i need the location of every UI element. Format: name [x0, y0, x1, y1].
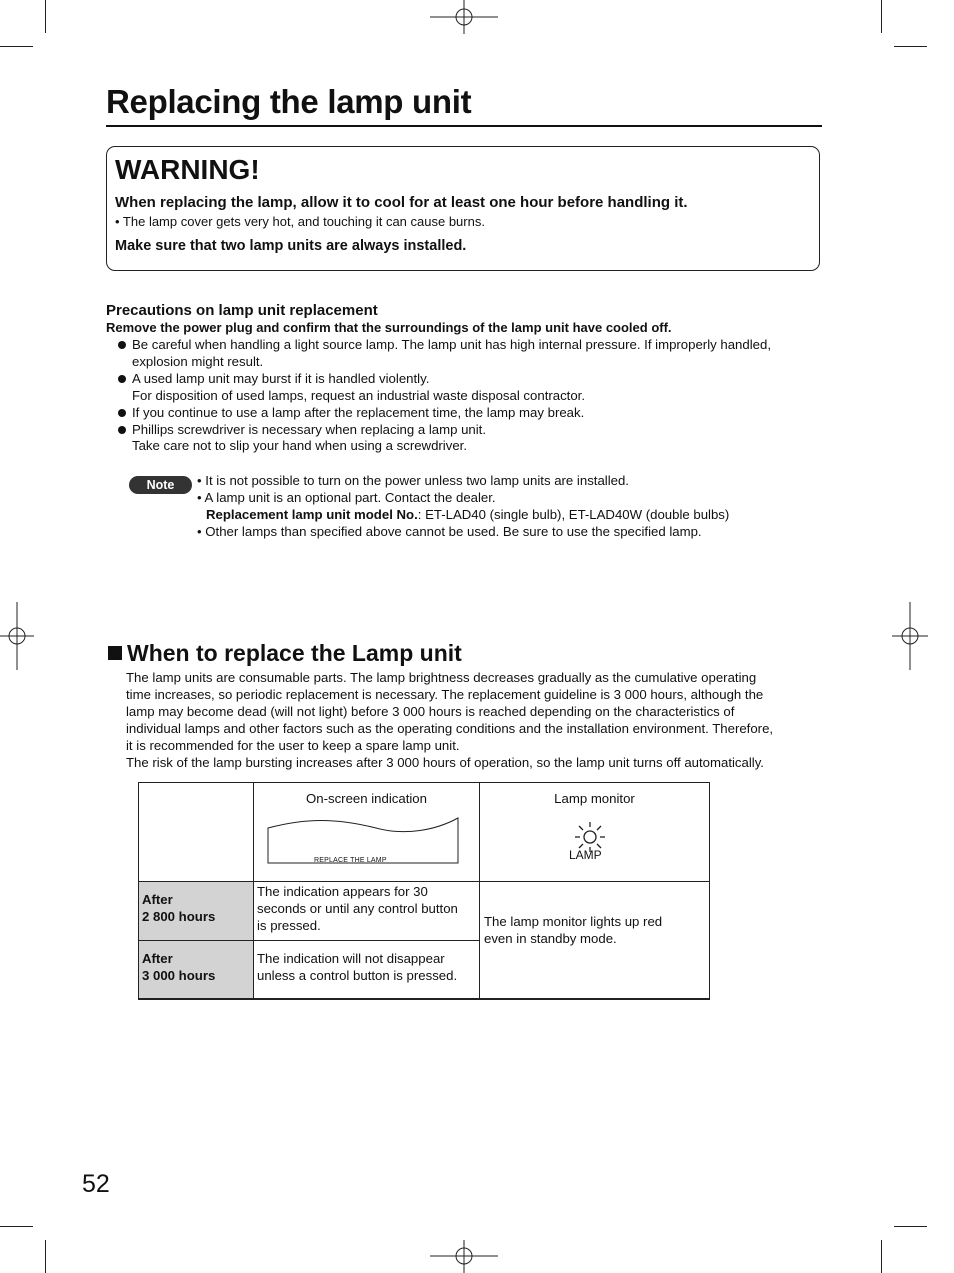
- list-item-text: Be careful when handling a light source lamp. The lamp unit has high internal pressure. If improperly handled,: [132, 337, 771, 352]
- row-label: [139, 941, 254, 999]
- lamp-monitor-line: The lamp monitor lights up red: [484, 913, 663, 929]
- registration-mark-left: [0, 602, 36, 670]
- row-label-line: After: [142, 892, 173, 907]
- warning-line-burns: • The lamp cover gets very hot, and touching it can cause burns.: [115, 214, 485, 229]
- note-model-value: : ET-LAD40 (single bulb), ET-LAD40W (double bulbs): [417, 506, 730, 522]
- crop-mark: [881, 0, 882, 33]
- bullet-icon: [118, 341, 126, 349]
- warning-heading: WARNING!: [115, 154, 260, 185]
- precautions-heading: Precautions on lamp unit replacement: [106, 302, 378, 319]
- note-line: • It is not possible to turn on the power unless two lamp units are installed.: [197, 473, 629, 488]
- indication-line: The indication appears for 30: [257, 884, 428, 899]
- page-number: 52: [82, 1170, 110, 1198]
- list-item: [115, 337, 825, 371]
- bullet-icon: [118, 375, 126, 383]
- table-header-onscreen: [254, 783, 480, 882]
- paragraph-line: individual lamps and other factors such as the operating conditions and the installation environment. Therefore,: [126, 720, 774, 736]
- bullet-icon: [118, 426, 126, 434]
- paragraph-line: lamp may become dead (will not light) before 3 000 hours is reached depending on the characteristics of: [126, 703, 735, 719]
- list-item-text: Phillips screwdriver is necessary when replacing a lamp unit.: [132, 421, 487, 437]
- page-title: Replacing the lamp unit: [106, 83, 472, 120]
- list-item: [115, 422, 825, 456]
- note-badge: Note: [129, 476, 192, 494]
- crop-mark: [881, 1240, 882, 1273]
- lamp-monitor-cell: [480, 882, 710, 999]
- paragraph-line: time increases, so periodic replacement is necessary. The replacement guideline is 3 000 hours, although the: [126, 686, 764, 702]
- indication-line: is pressed.: [257, 917, 321, 933]
- list-item-text: explosion might result.: [132, 353, 264, 369]
- list-item-text: A used lamp unit may burst if it is handled violently.: [132, 370, 430, 386]
- list-item-text: Take care not to slip your hand when using a screwdriver.: [132, 438, 467, 454]
- note-model-label: Replacement lamp unit model No.: [206, 506, 418, 522]
- column-header: Lamp monitor: [554, 791, 635, 806]
- row-label: [139, 882, 254, 941]
- row-label-line: After: [142, 951, 173, 966]
- indication-line: The indication will not disappear: [257, 951, 445, 966]
- note-model-line: [197, 507, 729, 524]
- crop-mark: [894, 46, 927, 47]
- note-line: • Other lamps than specified above cannot be used. Be sure to use the specified lamp.: [197, 523, 702, 539]
- indication-cell: [254, 941, 480, 999]
- row-label-line: 3 000 hours: [142, 967, 216, 983]
- registration-mark-right: [892, 602, 928, 670]
- paragraph-line: The risk of the lamp bursting increases after 3 000 hours of operation, so the lamp unit turns off automatically.: [126, 754, 764, 770]
- table-header-lamp: [480, 783, 710, 882]
- square-bullet-icon: [108, 646, 122, 660]
- crop-mark: [45, 0, 46, 33]
- lamp-monitor-line: even in standby mode.: [484, 930, 617, 946]
- title-underline: [106, 125, 822, 127]
- registration-mark-top: [430, 0, 498, 36]
- precautions-list: [115, 337, 825, 455]
- note-text: [197, 473, 729, 541]
- osd-replace-text: REPLACE THE LAMP: [314, 857, 387, 864]
- note-line: • A lamp unit is an optional part. Contact the dealer.: [197, 489, 496, 505]
- bullet-icon: [118, 409, 126, 417]
- section-heading-text: When to replace the Lamp unit: [127, 640, 462, 666]
- list-item: [115, 371, 825, 405]
- indication-line: unless a control button is pressed.: [257, 967, 458, 983]
- list-item-text: For disposition of used lamps, request an industrial waste disposal contractor.: [132, 387, 586, 403]
- indication-cell: [254, 882, 480, 941]
- row-label-line: 2 800 hours: [142, 908, 216, 924]
- list-item-text: If you continue to use a lamp after the replacement time, the lamp may break.: [132, 404, 585, 420]
- section-paragraph: [126, 670, 826, 771]
- lamp-indicator-label: LAMP: [569, 848, 602, 862]
- lamp-replacement-table: [138, 782, 710, 1000]
- crop-mark: [0, 1226, 33, 1227]
- table-row: [139, 882, 710, 941]
- section-heading: [108, 640, 462, 667]
- precautions-subheading: Remove the power plug and confirm that the surroundings of the lamp unit have cooled off.: [106, 320, 672, 335]
- crop-mark: [0, 46, 33, 47]
- paragraph-line: it is recommended for the user to keep a spare lamp unit.: [126, 737, 460, 753]
- crop-mark: [45, 1240, 46, 1273]
- table-corner-cell: [139, 783, 254, 882]
- indication-line: seconds or until any control button: [257, 900, 458, 916]
- table-header-row: [139, 783, 710, 882]
- column-header: On-screen indication: [306, 791, 427, 806]
- registration-mark-bottom: [430, 1238, 498, 1273]
- paragraph-line: The lamp units are consumable parts. The lamp brightness decreases gradually as the cumulative operating: [126, 670, 757, 685]
- list-item: [115, 405, 825, 422]
- warning-line-two-lamps: Make sure that two lamp units are always installed.: [115, 238, 467, 254]
- warning-line-cool: When replacing the lamp, allow it to cool for at least one hour before handling it.: [115, 194, 688, 211]
- crop-mark: [894, 1226, 927, 1227]
